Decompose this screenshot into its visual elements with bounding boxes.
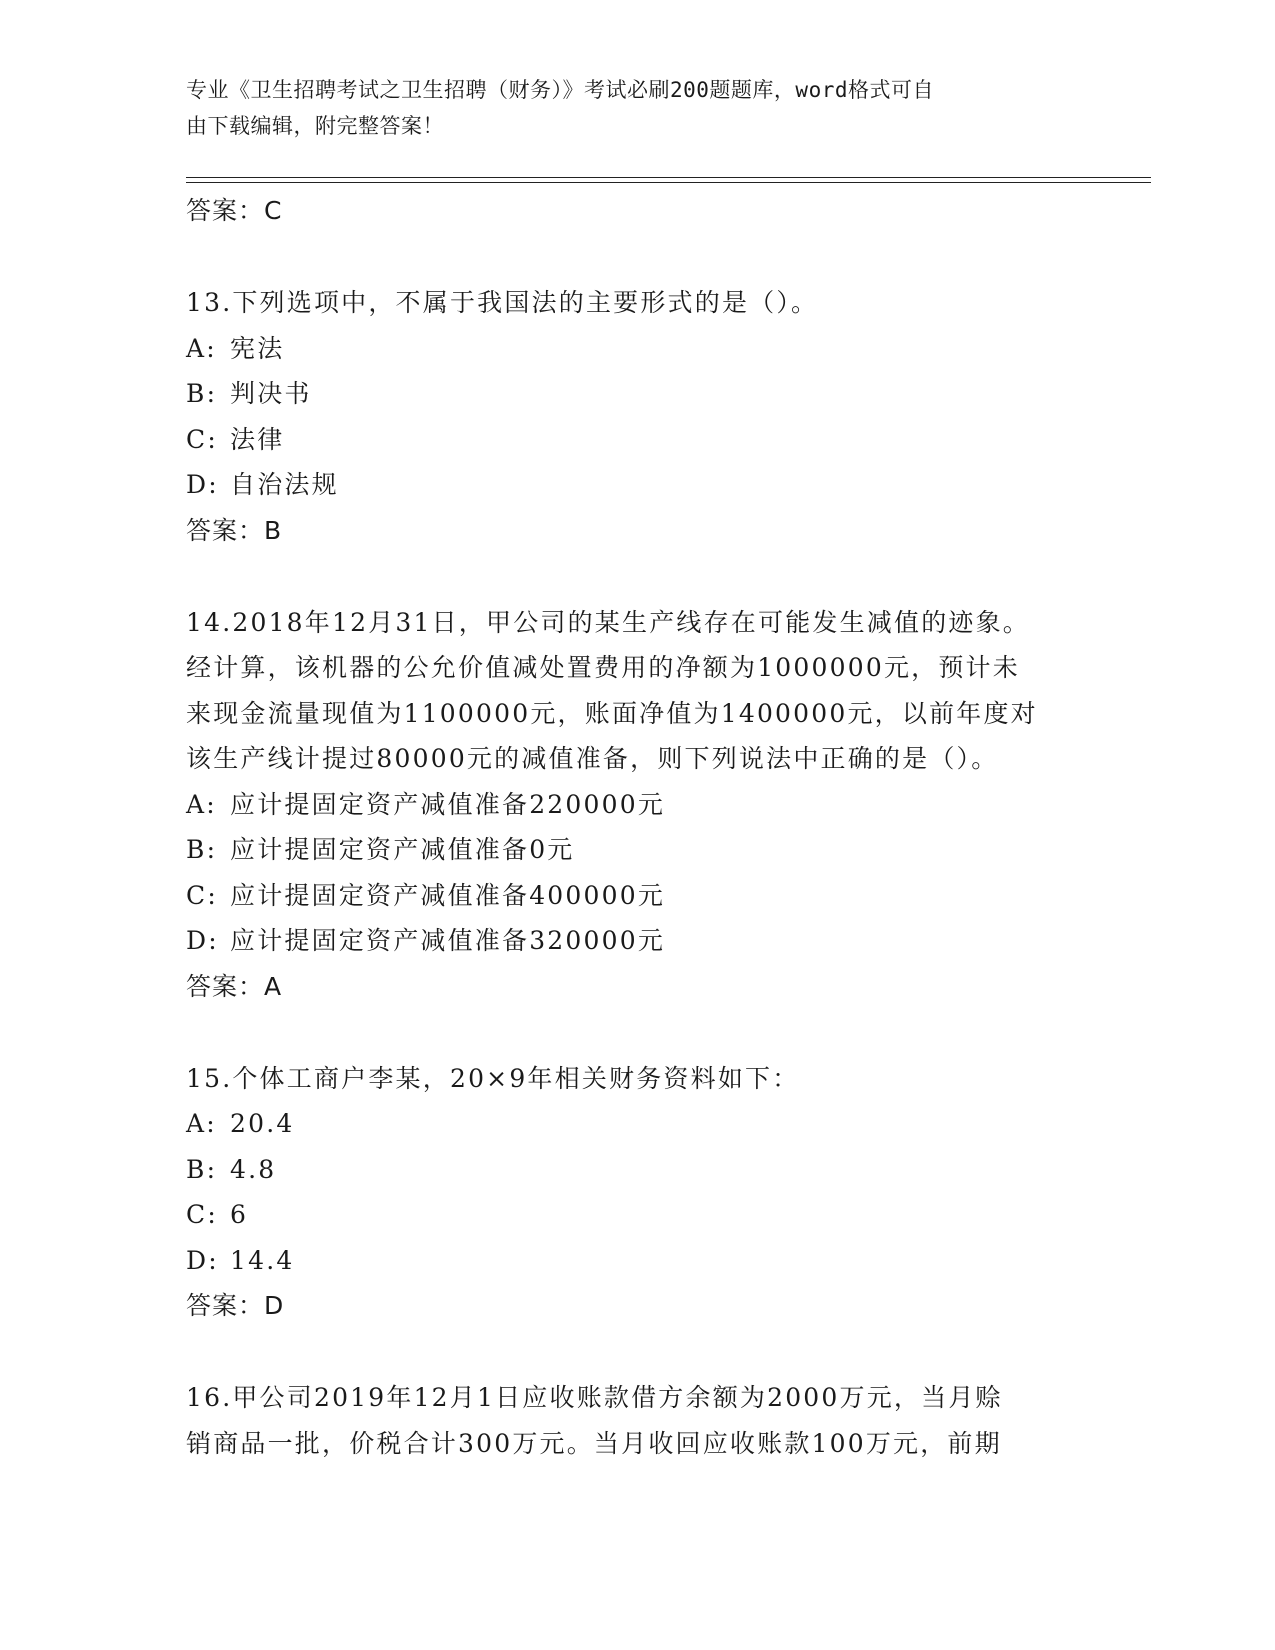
option-key: A: [186, 789, 217, 819]
option-c [186, 1192, 1086, 1238]
option-key: B: [186, 835, 218, 864]
option-c [186, 873, 1086, 919]
question-14 [186, 600, 1086, 782]
option-key: D: [186, 926, 219, 955]
option-text: 应计提固定资产减值准备0元 [230, 835, 575, 864]
option-a [186, 782, 1086, 828]
answer-line: 答案：C [186, 196, 283, 225]
option-text: 6 [230, 1200, 249, 1229]
option-key: C: [186, 880, 218, 910]
option-text: 判决书 [230, 379, 312, 408]
option-d [186, 462, 1086, 508]
option-text: 应计提固定资产减值准备320000元 [230, 926, 666, 955]
option-text: 应计提固定资产减值准备220000元 [230, 789, 666, 819]
header-rule-bottom [186, 182, 1151, 183]
document-header [186, 72, 1066, 144]
option-text: 20.4 [230, 1109, 295, 1138]
option-key: D: [186, 470, 219, 499]
header-line-1: 专业《卫生招聘考试之卫生招聘（财务）》考试必刷200题题库，word格式可自 [186, 78, 934, 102]
question-text-line: 13.下列选项中，不属于我国法的主要形式的是（）。 [186, 288, 819, 317]
document-body [186, 188, 1086, 1466]
option-text: 自治法规 [230, 470, 339, 499]
question-text-line: 来现金流量现值为1100000元，账面净值为1400000元，以前年度对 [186, 698, 1038, 728]
question-15 [186, 1056, 1086, 1102]
option-key: A: [186, 1109, 217, 1138]
option-c [186, 417, 1086, 463]
option-d [186, 918, 1086, 964]
question-16 [186, 1375, 1086, 1466]
option-key: B: [186, 1154, 218, 1184]
question-text-line: 销商品一批，价税合计300万元。当月收回应收账款100万元，前期 [186, 1428, 1002, 1458]
answer-line: 答案：D [186, 1291, 285, 1320]
option-key: B: [186, 379, 218, 408]
answer-line: 答案：A [186, 971, 283, 1001]
option-text: 14.4 [230, 1245, 295, 1275]
option-b [186, 371, 1086, 417]
question-text-line: 经计算，该机器的公允价值减处置费用的净额为1000000元，预计未 [186, 653, 1020, 682]
option-text: 宪法 [230, 333, 285, 363]
option-key: C: [186, 1200, 218, 1229]
question-text-line: 该生产线计提过80000元的减值准备，则下列说法中正确的是（）。 [186, 744, 999, 773]
answer-line: 答案：B [186, 515, 283, 545]
option-text: 应计提固定资产减值准备400000元 [230, 880, 666, 910]
option-text: 4.8 [230, 1154, 277, 1184]
option-a [186, 326, 1086, 372]
header-rule-top [186, 177, 1151, 178]
question-text-line: 15.个体工商户李某，20×9年相关财务资料如下： [186, 1063, 800, 1093]
option-b [186, 827, 1086, 873]
option-key: A: [186, 333, 217, 363]
question-13 [186, 280, 1086, 326]
header-line-2: 由下载编辑，附完整答案！ [186, 114, 444, 138]
option-a [186, 1101, 1086, 1147]
option-text: 法律 [230, 424, 285, 454]
option-key: C: [186, 424, 218, 454]
question-text-line: 14.2018年12月31日，甲公司的某生产线存在可能发生减值的迹象。 [186, 607, 1031, 637]
option-b [186, 1147, 1086, 1193]
option-key: D: [186, 1245, 219, 1275]
question-text-line: 16.甲公司2019年12月1日应收账款借方余额为2000万元，当月赊 [186, 1383, 1003, 1412]
option-d [186, 1238, 1086, 1284]
